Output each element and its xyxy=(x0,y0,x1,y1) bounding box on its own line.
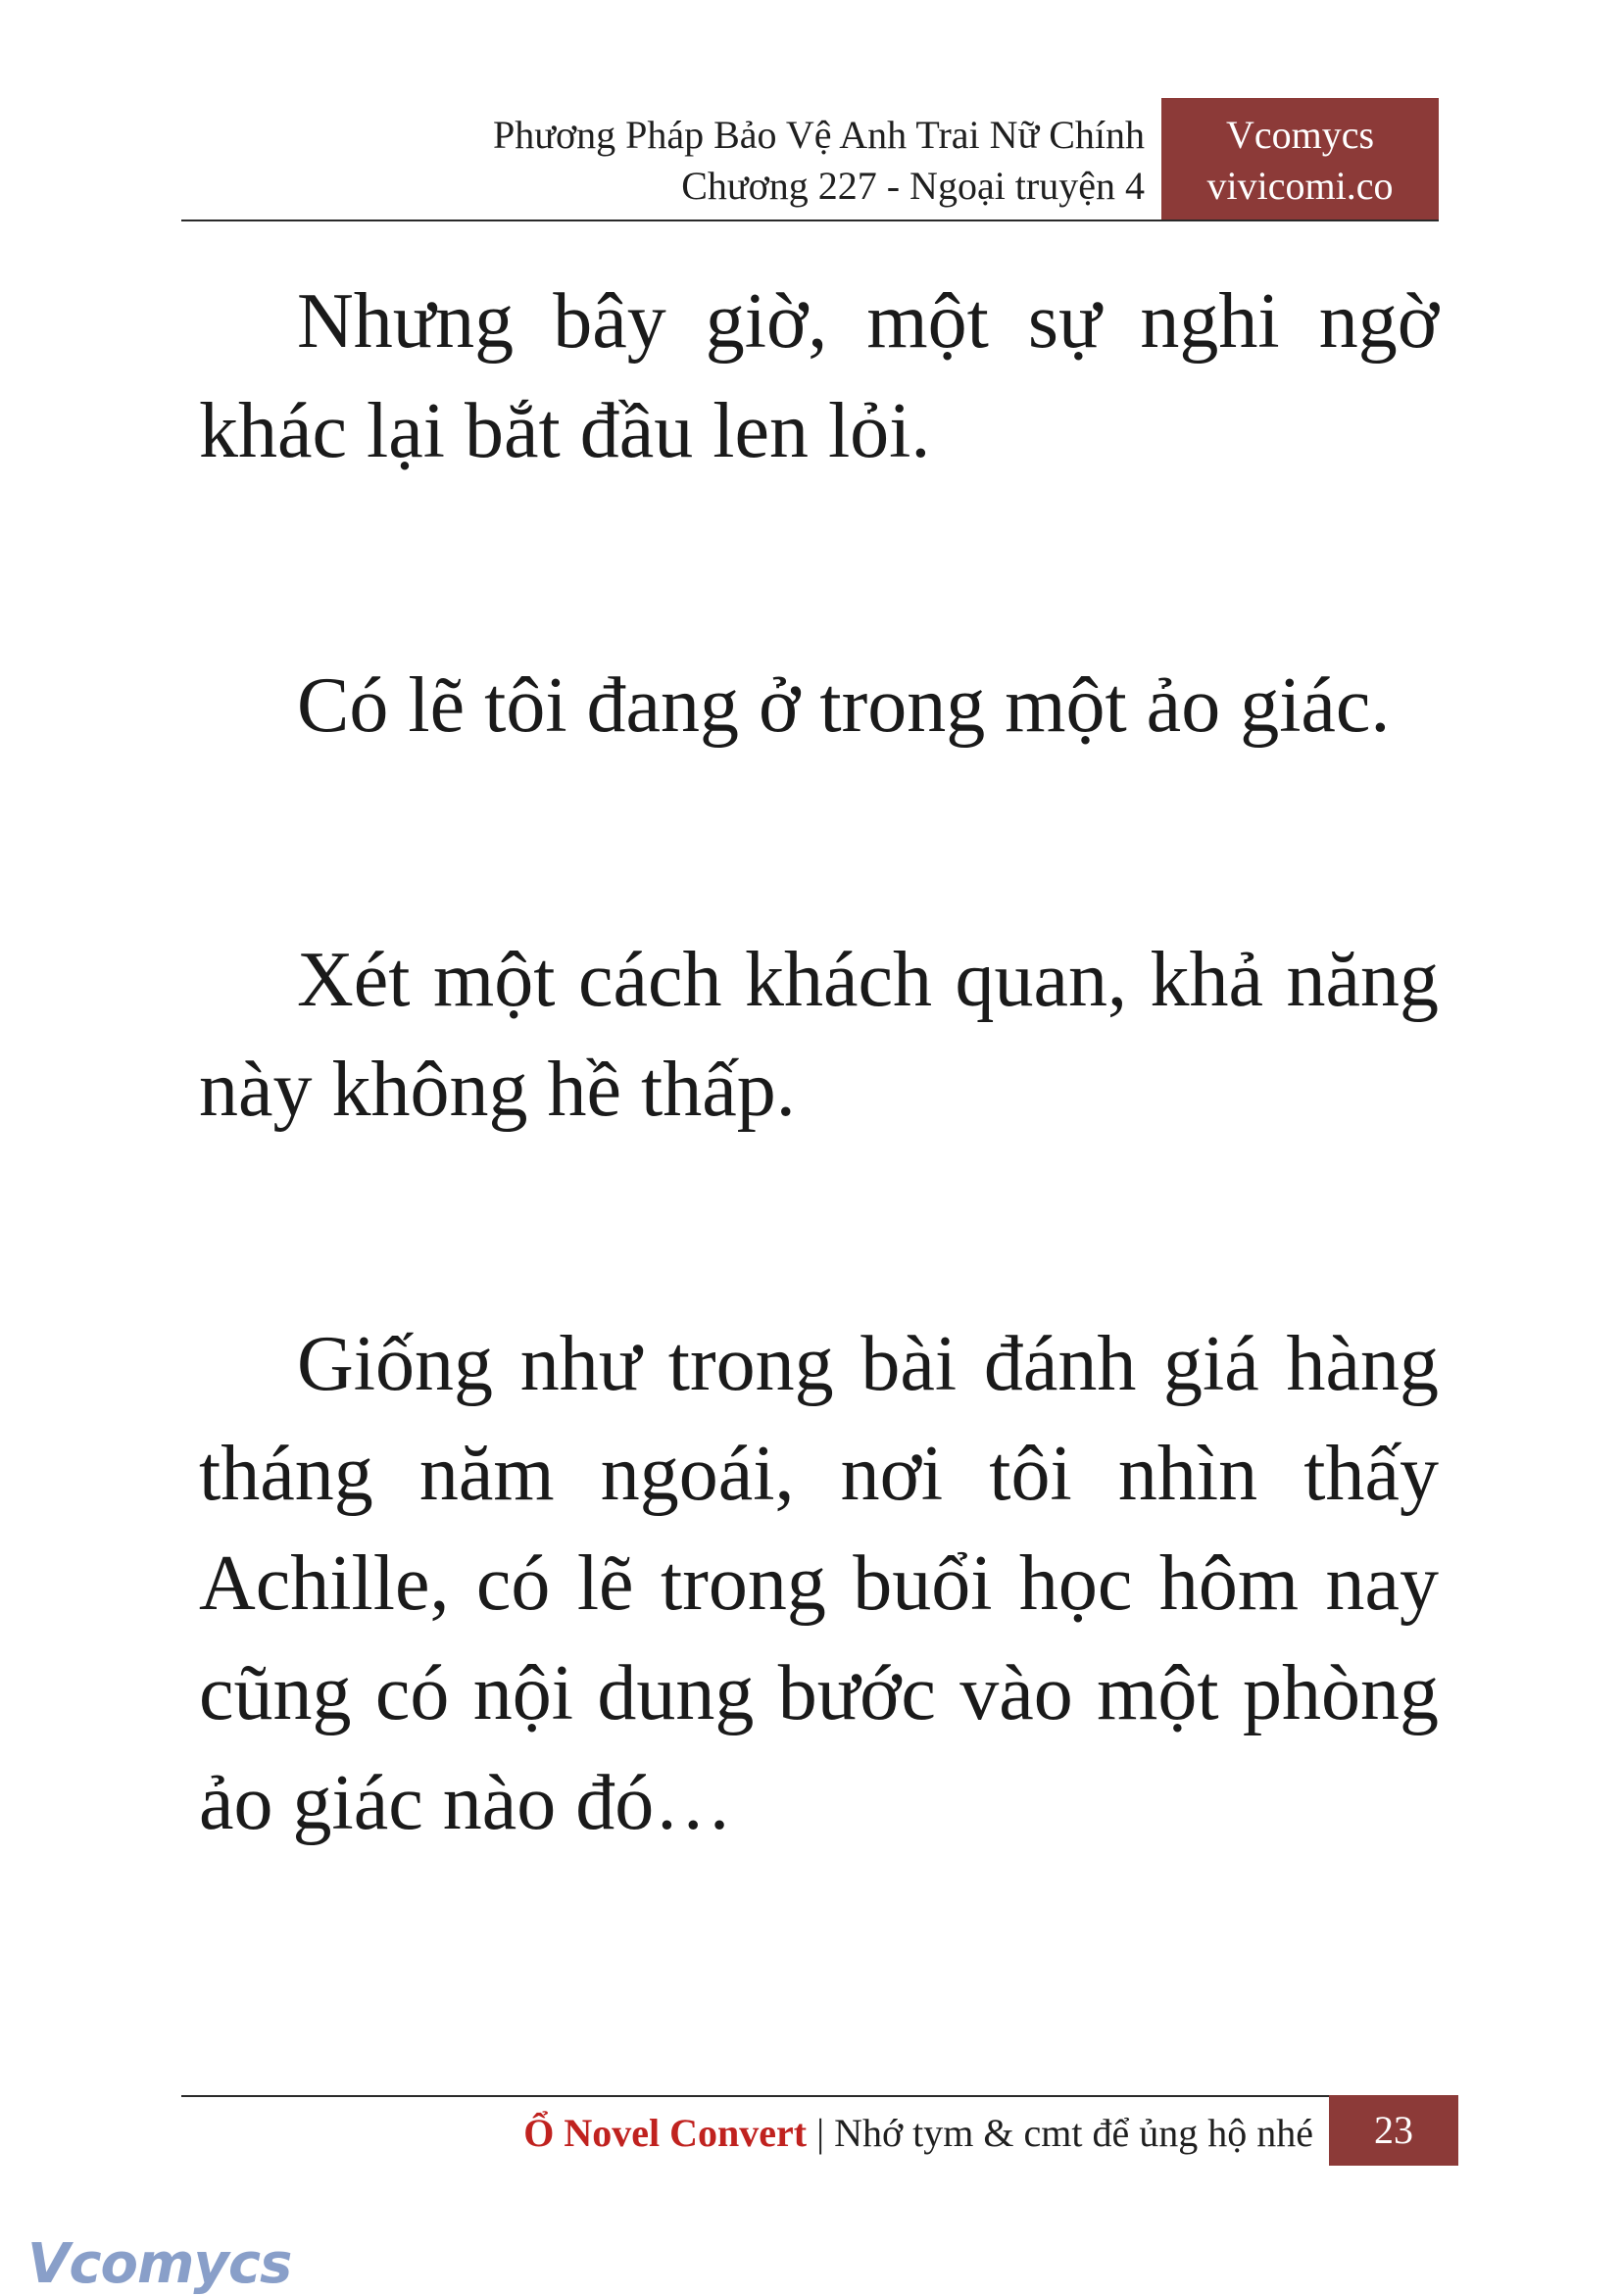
footer-brand: Ổ Novel Convert xyxy=(523,2111,808,2155)
page-content xyxy=(199,267,1439,2020)
header-title-block xyxy=(493,110,1145,212)
footer-text xyxy=(523,2107,1313,2160)
footer-divider xyxy=(181,2095,1458,2097)
paragraph-3: Xét một cách khách quan, khả năng này không hề thấp. xyxy=(199,937,1439,1133)
page-number: 23 xyxy=(1329,2095,1458,2166)
paragraph-1: Nhưng bây giờ, một sự nghi ngờ khác lại bắt đầu len lỏi. xyxy=(199,278,1439,474)
chapter-title: Chương 227 - Ngoại truyện 4 xyxy=(681,164,1145,208)
paragraph-4: Giống như trong bài đánh giá hàng tháng năm ngoái, nơi tôi nhìn thấy Achille, có lẽ trong buổi học hôm nay cũng có nội dung bước vào một phòng ảo giác nào đó… xyxy=(199,1321,1439,1846)
badge-site-name: Vcomycs xyxy=(1225,113,1375,157)
footer-note: Nhớ tym & cmt để ủng hộ nhé xyxy=(834,2111,1313,2155)
page-footer xyxy=(181,2095,1458,2166)
footer-separator: | xyxy=(816,2111,825,2155)
paragraph-2: Có lẽ tôi đang ở trong một ảo giác. xyxy=(297,662,1391,749)
page-header xyxy=(181,98,1439,221)
book-title: Phương Pháp Bảo Vệ Anh Trai Nữ Chính xyxy=(493,113,1145,157)
site-badge xyxy=(1161,98,1439,221)
watermark-logo: Vcomycs xyxy=(27,2232,292,2296)
badge-site-url: vivicomi.co xyxy=(1206,164,1394,208)
header-divider xyxy=(181,220,1439,221)
